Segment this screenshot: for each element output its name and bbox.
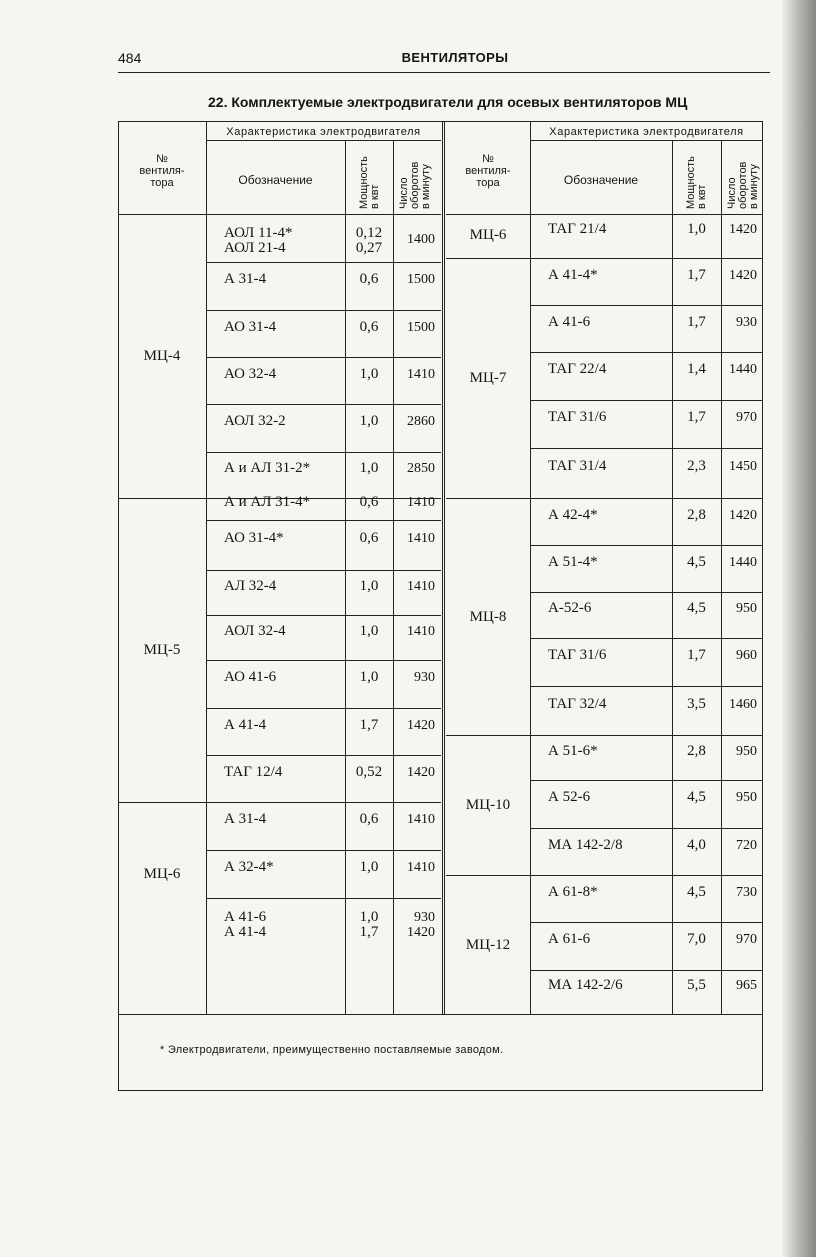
motor-rpm: 1420: [729, 508, 757, 523]
motor-rpm: 965: [736, 978, 757, 993]
motor-designation: А 61-8*: [548, 884, 598, 900]
row-rule: [530, 400, 763, 401]
motor-rpm: 1440: [729, 362, 757, 377]
motor-rpm: 1450: [729, 459, 757, 474]
fan-number: МЦ-6: [143, 866, 181, 882]
motor-power: 1,0: [359, 578, 379, 594]
page-edge-shadow: [782, 0, 816, 1257]
motor-rpm: 1410: [407, 812, 435, 827]
header-group-title: Характеристика электродвигателя: [226, 126, 421, 138]
motor-designation: А 41-6 А 41-4: [224, 909, 267, 940]
motor-rpm: 970: [736, 932, 757, 947]
motor-power: 1,7: [687, 409, 706, 425]
motor-designation: АОЛ 11-4* АОЛ 21-4: [224, 225, 293, 256]
motor-power: 1,0: [359, 366, 379, 382]
motor-designation: А 32-4*: [224, 859, 274, 875]
header-group-title: Характеристика электродвигателя: [549, 126, 744, 138]
row-rule: [530, 686, 763, 687]
header-group-rule: [206, 140, 441, 141]
motor-designation: АОЛ 32-4: [224, 623, 286, 639]
row-rule: [206, 898, 441, 899]
motor-rpm: 930: [736, 315, 757, 330]
motor-rpm: 930: [414, 670, 435, 685]
header-fan-number: № вентиля- тора: [465, 153, 511, 189]
motor-rpm: 1410: [407, 860, 435, 875]
motor-power: 1,0: [359, 669, 379, 685]
motor-designation: А 61-6: [548, 931, 591, 947]
row-rule: [206, 615, 441, 616]
motor-rpm: 950: [736, 790, 757, 805]
row-rule: [530, 970, 763, 971]
motor-designation: А 31-4: [224, 811, 267, 827]
motor-rpm: 950: [736, 601, 757, 616]
motor-power: 1,0: [359, 859, 379, 875]
motor-power: 0,12 0,27: [355, 225, 383, 256]
motor-designation: А 52-6: [548, 789, 591, 805]
motor-power: 4,5: [687, 554, 706, 570]
footnote: * Электродвигатели, преимущественно поставляемые заводом.: [160, 1044, 504, 1056]
page-number: 484: [118, 50, 142, 66]
motor-designation: А 51-4*: [548, 554, 598, 570]
motor-rpm: 1440: [729, 555, 757, 570]
motor-power: 4,5: [687, 600, 706, 616]
motor-rpm: 1420: [729, 268, 757, 283]
motor-designation: А и АЛ 31-2*: [224, 460, 311, 476]
motor-rpm: 1410: [407, 531, 435, 546]
motor-power: 1,7: [687, 267, 706, 283]
row-rule: [530, 448, 763, 449]
row-rule: [206, 570, 441, 571]
motor-designation: ТАГ 21/4: [548, 221, 607, 237]
motor-rpm: 1420: [407, 718, 435, 733]
row-rule: [206, 404, 441, 405]
row-rule: [206, 660, 441, 661]
motor-designation: ТАГ 32/4: [548, 696, 607, 712]
header-rpm: Число оборотов в минуту: [726, 161, 760, 209]
motor-rpm: 1410: [407, 624, 435, 639]
row-rule: [530, 922, 763, 923]
motor-designation: АО 32-4: [224, 366, 277, 382]
motor-designation: А и АЛ 31-4*: [224, 494, 311, 510]
motor-power: 1,4: [687, 361, 706, 377]
row-rule: [206, 452, 441, 453]
motor-rpm: 730: [736, 885, 757, 900]
group-rule: [446, 735, 763, 736]
motor-power: 1,7: [359, 717, 379, 733]
fan-number: МЦ-12: [465, 937, 511, 953]
row-rule: [206, 850, 441, 851]
motor-power: 4,0: [687, 837, 706, 853]
motor-power: 0,6: [359, 271, 379, 287]
header-bottom-rule: [446, 214, 763, 215]
motor-power: 0,6: [359, 811, 379, 827]
motor-power: 2,8: [687, 743, 706, 759]
header-designation: Обозначение: [238, 173, 313, 187]
motor-designation: АО 41-6: [224, 669, 277, 685]
fan-number: МЦ-7: [469, 370, 507, 386]
row-rule: [530, 780, 763, 781]
row-rule: [206, 708, 441, 709]
header-power: Мощность в квт: [358, 156, 381, 209]
motor-rpm: 970: [736, 410, 757, 425]
motor-rpm: 1400: [407, 232, 435, 247]
group-rule: [118, 802, 441, 803]
row-rule: [530, 352, 763, 353]
motor-power: 0,6: [359, 530, 379, 546]
motor-designation: А-52-6: [548, 600, 592, 616]
motor-designation: АО 31-4: [224, 319, 277, 335]
motor-rpm: 930 1420: [407, 910, 435, 940]
row-rule: [206, 310, 441, 311]
motor-rpm: 960: [736, 648, 757, 663]
motor-power: 1,0 1,7: [359, 909, 379, 940]
motor-rpm: 2850: [407, 461, 435, 476]
motor-power: 4,5: [687, 884, 706, 900]
motor-designation: АЛ 32-4: [224, 578, 277, 594]
header-rule: [118, 72, 770, 73]
motor-designation: АО 31-4*: [224, 530, 284, 546]
motor-rpm: 1500: [407, 320, 435, 335]
motor-rpm: 1420: [729, 222, 757, 237]
fan-number: МЦ-10: [465, 797, 511, 813]
motor-designation: ТАГ 31/6: [548, 409, 607, 425]
motor-power: 1,0: [687, 221, 706, 237]
fan-number: МЦ-4: [143, 348, 181, 364]
motor-power: 1,0: [359, 460, 379, 476]
motor-power: 1,7: [687, 314, 706, 330]
motor-power: 4,5: [687, 789, 706, 805]
row-rule: [530, 545, 763, 546]
motor-designation: ТАГ 12/4: [224, 764, 283, 780]
motor-rpm: 1420: [407, 765, 435, 780]
fan-column-rule: [530, 121, 531, 1014]
motor-power: 7,0: [687, 931, 706, 947]
group-rule: [446, 875, 763, 876]
row-rule: [206, 262, 441, 263]
motor-designation: ТАГ 31/6: [548, 647, 607, 663]
motor-designation: ТАГ 22/4: [548, 361, 607, 377]
motor-designation: А 31-4: [224, 271, 267, 287]
motor-rpm: 1500: [407, 272, 435, 287]
header-rpm: Число оборотов в минуту: [398, 161, 432, 209]
table-body-bottom-rule: [118, 1014, 763, 1015]
row-rule: [206, 520, 441, 521]
motor-rpm: 2860: [407, 414, 435, 429]
motor-power: 2,3: [687, 458, 706, 474]
motor-rpm: 950: [736, 744, 757, 759]
fan-number: МЦ-6: [469, 227, 507, 243]
motor-designation: АОЛ 32-2: [224, 413, 286, 429]
motor-rpm: 1410: [407, 579, 435, 594]
row-rule: [206, 755, 441, 756]
motor-power: 3,5: [687, 696, 706, 712]
row-rule: [530, 305, 763, 306]
table-title: 22. Комплектуемые электродвигатели для осевых вентиляторов МЦ: [208, 94, 688, 110]
motor-rpm: 720: [736, 838, 757, 853]
motor-designation: А 42-4*: [548, 507, 598, 523]
row-rule: [530, 638, 763, 639]
motor-designation: ТАГ 31/4: [548, 458, 607, 474]
motor-designation: А 41-4*: [548, 267, 598, 283]
table-divider: [442, 121, 445, 1014]
header-group-rule: [530, 140, 763, 141]
motor-power: 1,0: [359, 413, 379, 429]
header-designation: Обозначение: [563, 173, 639, 187]
header-power: Мощность в квт: [685, 156, 708, 209]
row-rule: [530, 592, 763, 593]
motor-designation: А 41-6: [548, 314, 591, 330]
motor-designation: А 41-4: [224, 717, 267, 733]
motor-power: 0,52: [355, 764, 383, 780]
motor-power: 0,6: [359, 319, 379, 335]
motor-rpm: 1460: [729, 697, 757, 712]
motor-power: 0,6: [359, 494, 379, 510]
row-rule: [206, 357, 441, 358]
group-rule: [446, 498, 763, 499]
group-rule: [446, 258, 763, 259]
motor-power: 2,8: [687, 507, 706, 523]
motor-rpm: 1410: [407, 367, 435, 382]
fan-number: МЦ-8: [469, 609, 507, 625]
fan-number: МЦ-5: [143, 642, 181, 658]
motor-power: 1,7: [687, 647, 706, 663]
motor-power: 5,5: [687, 977, 706, 993]
motor-designation: А 51-6*: [548, 743, 598, 759]
motor-power: 1,0: [359, 623, 379, 639]
motor-designation: МА 142-2/6: [548, 977, 623, 993]
fan-column-rule: [206, 121, 207, 1014]
motor-rpm: 1410: [407, 495, 435, 510]
running-head: ВЕНТИЛЯТОРЫ: [401, 50, 509, 65]
header-fan-number: № вентиля- тора: [139, 153, 185, 189]
row-rule: [530, 828, 763, 829]
motor-designation: МА 142-2/8: [548, 837, 623, 853]
